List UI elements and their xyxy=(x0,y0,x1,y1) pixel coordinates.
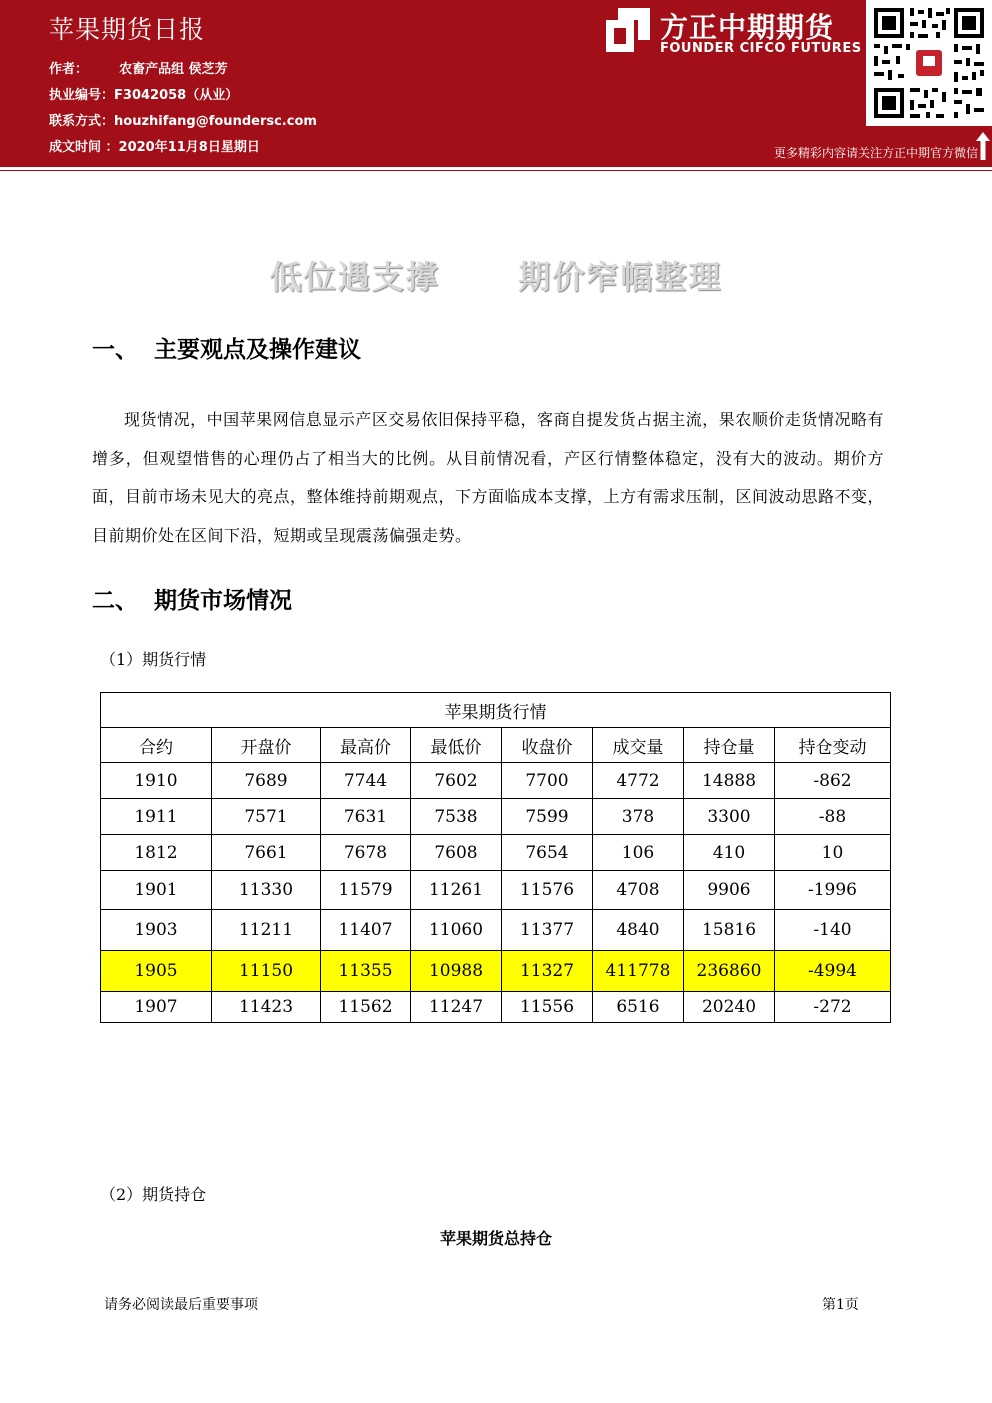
license-label: 执业编号： xyxy=(49,88,115,103)
table-cell: 378 xyxy=(593,799,684,835)
table-cell: 11407 xyxy=(321,910,411,951)
section-2-number: 二、 xyxy=(92,588,138,614)
section-2-title: 期货市场情况 xyxy=(154,588,292,614)
table-cell: 11556 xyxy=(502,992,593,1023)
table-cell: 4840 xyxy=(593,910,684,951)
table-cell: 7689 xyxy=(212,763,321,799)
column-header: 成交量 xyxy=(593,728,684,763)
report-header xyxy=(0,0,992,163)
positions-chart-title: 苹果期货总持仓 xyxy=(439,1229,552,1248)
table-cell: -272 xyxy=(775,992,891,1023)
table-cell: 1907 xyxy=(101,992,212,1023)
qr-code[interactable] xyxy=(866,0,992,126)
table-cell: 15816 xyxy=(684,910,775,951)
table-row xyxy=(101,910,891,951)
table-row xyxy=(101,992,891,1023)
table-cell: 236860 xyxy=(684,951,775,992)
table-cell: 410 xyxy=(684,835,775,871)
table-cell: 3300 xyxy=(684,799,775,835)
table-row xyxy=(101,799,891,835)
column-header: 收盘价 xyxy=(502,728,593,763)
license-value: F3042058（从业） xyxy=(114,88,239,103)
column-header: 合约 xyxy=(101,728,212,763)
table-cell: 6516 xyxy=(593,992,684,1023)
footer-notice: 请务必阅读最后重要事项 xyxy=(104,1297,258,1313)
report-title: 苹果期货日报 xyxy=(49,15,206,44)
section-1-number: 一、 xyxy=(92,337,138,363)
table-row xyxy=(101,871,891,910)
table-cell: 11579 xyxy=(321,871,411,910)
follow-wechat-text: 更多精彩内容请关注方正中期官方微信 xyxy=(773,146,978,160)
page-number: 第1页 xyxy=(822,1297,859,1313)
table-cell: 11060 xyxy=(411,910,502,951)
main-view-paragraph: 现货情况，中国苹果网信息显示产区交易依旧保持平稳，客商自提发货占据主流，果农顺价走货情况略有增多，但观望惜售的心理仍占了相当大的比例。从目前情况看，产区行情整体稳定，没有大的波动。期价方面，目前市场未见大的亮点，整体维持前期观点，下方面临成本支撑，上方有需求压制，区间波动思路不变，目前期价处在区间下沿，短期或呈现震荡偏强走势。 xyxy=(92,410,885,545)
table-cell: 7700 xyxy=(502,763,593,799)
date-label: 成文时间 ： xyxy=(49,140,119,155)
contact-label: 联系方式： xyxy=(49,114,115,129)
table-cell: 11261 xyxy=(411,871,502,910)
table-cell: 7654 xyxy=(502,835,593,871)
table-cell: 1910 xyxy=(101,763,212,799)
table-cell: 7571 xyxy=(212,799,321,835)
section-1-title: 主要观点及操作建议 xyxy=(154,337,361,363)
section-2-heading xyxy=(92,582,292,615)
table-cell: 10 xyxy=(775,835,891,871)
header-divider xyxy=(0,163,992,167)
table-row xyxy=(101,763,891,799)
date-value: 2020年11月8日星期日 xyxy=(118,140,260,155)
table-cell: 7678 xyxy=(321,835,411,871)
table-cell: 1812 xyxy=(101,835,212,871)
table-cell: 7744 xyxy=(321,763,411,799)
qr-code-icon xyxy=(866,0,992,126)
section-1-heading xyxy=(92,331,361,364)
column-header: 持仓变动 xyxy=(775,728,891,763)
table-cell: 11355 xyxy=(321,951,411,992)
column-header: 持仓量 xyxy=(684,728,775,763)
table-cell: 106 xyxy=(593,835,684,871)
table-cell: 11377 xyxy=(502,910,593,951)
column-header: 最低价 xyxy=(411,728,502,763)
table-cell: 7661 xyxy=(212,835,321,871)
table-cell: 20240 xyxy=(684,992,775,1023)
subsection-futures-positions: （2）期货持仓 xyxy=(100,1185,207,1204)
table-cell: 1903 xyxy=(101,910,212,951)
table-cell: 1911 xyxy=(101,799,212,835)
table-cell: 10988 xyxy=(411,951,502,992)
subsection-futures-quotes: （1）期货行情 xyxy=(100,650,207,669)
logo-english-name: FOUNDER CIFCO FUTURES xyxy=(660,41,862,56)
logo-chinese-name: 方正中期期货 xyxy=(660,11,835,44)
table-cell: -88 xyxy=(775,799,891,835)
table-cell: 7602 xyxy=(411,763,502,799)
author-value: 农畜产品组 侯芝芳 xyxy=(119,62,228,77)
table-cell: 11423 xyxy=(212,992,321,1023)
table-row xyxy=(101,951,891,992)
column-header: 最高价 xyxy=(321,728,411,763)
company-logo xyxy=(604,6,862,56)
table-row xyxy=(101,835,891,871)
table-cell: 1905 xyxy=(101,951,212,992)
table-cell: 11330 xyxy=(212,871,321,910)
table-cell: -140 xyxy=(775,910,891,951)
contact-value[interactable]: houzhifang@foundersc.com xyxy=(114,114,317,129)
license-line xyxy=(49,84,238,103)
table-cell: 9906 xyxy=(684,871,775,910)
table-cell: 7631 xyxy=(321,799,411,835)
contact-line xyxy=(49,110,317,129)
document-title: 低位遇支撑 期价窄幅整理 xyxy=(269,258,723,296)
founder-logo-icon xyxy=(604,6,652,54)
author-label: 作者： xyxy=(49,62,89,77)
table-title: 苹果期货行情 xyxy=(101,693,891,728)
table-cell: 7538 xyxy=(411,799,502,835)
futures-quotes-table xyxy=(100,692,891,1023)
table-cell: -862 xyxy=(775,763,891,799)
table-cell: 14888 xyxy=(684,763,775,799)
table-cell: -1996 xyxy=(775,871,891,910)
table-cell: 7599 xyxy=(502,799,593,835)
table-cell: 7608 xyxy=(411,835,502,871)
table-cell: 11247 xyxy=(411,992,502,1023)
table-cell: 411778 xyxy=(593,951,684,992)
table-cell: 1901 xyxy=(101,871,212,910)
column-header: 开盘价 xyxy=(212,728,321,763)
date-line xyxy=(49,136,260,155)
header-thin-divider xyxy=(0,170,992,171)
author-line xyxy=(49,58,228,77)
table-cell: 4708 xyxy=(593,871,684,910)
table-cell: 11150 xyxy=(212,951,321,992)
table-cell: -4994 xyxy=(775,951,891,992)
table-cell: 4772 xyxy=(593,763,684,799)
table-header-row xyxy=(101,728,891,763)
table-cell: 11576 xyxy=(502,871,593,910)
arrow-up-icon xyxy=(976,132,990,160)
table-cell: 11562 xyxy=(321,992,411,1023)
table-cell: 11211 xyxy=(212,910,321,951)
table-cell: 11327 xyxy=(502,951,593,992)
